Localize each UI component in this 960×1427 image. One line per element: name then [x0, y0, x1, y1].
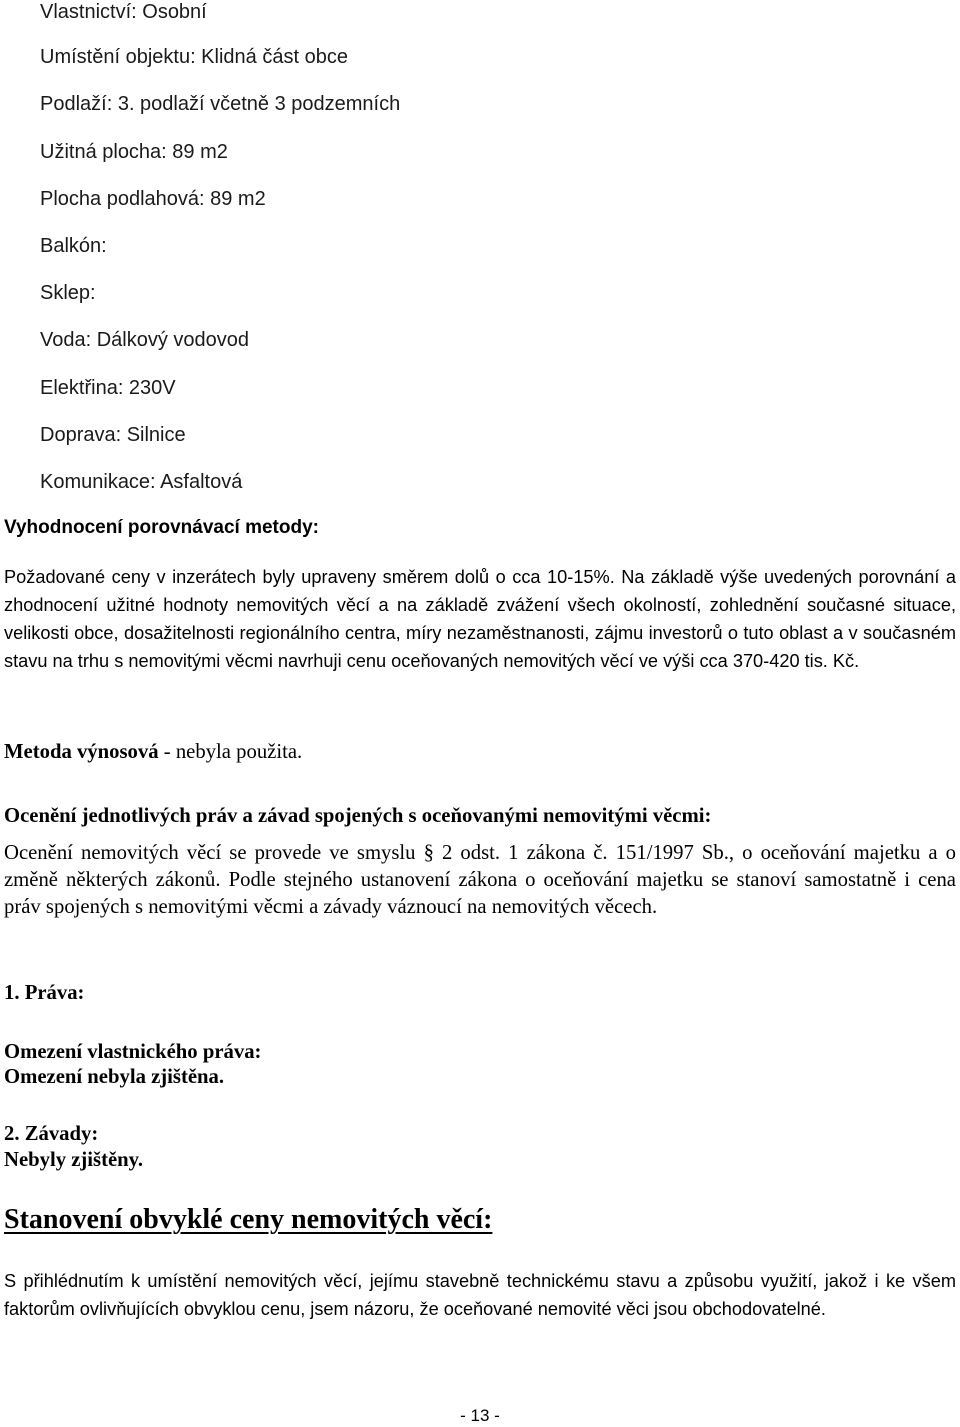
property-floor-area: Plocha podlahová: 89 m2 [40, 188, 266, 210]
property-cellar: Sklep: [40, 282, 96, 304]
property-transport: Doprava: Silnice [40, 424, 186, 446]
comparison-heading: Vyhodnocení porovnávací metody: [4, 517, 319, 538]
property-balcony: Balkón: [40, 235, 107, 257]
usual-price-paragraph: S přihlédnutím k umístění nemovitých věcí, jejímu stavebně technickému stavu a způsobu využití, jakož i ke všem faktorům ovlivňujících obvyklou cenu, jsem názoru, že oceňované nemovité věci jsou obchodovatelné. [4, 1271, 956, 1319]
page-number: - 13 - [460, 1406, 500, 1425]
rights-valuation-heading: Ocenění jednotlivých práv a závad spojených s oceňovanými nemovitými věcmi: [4, 805, 712, 827]
property-floors: Podlaží: 3. podlaží včetně 3 podzemních [40, 93, 401, 115]
income-method-label: Metoda výnosová [4, 741, 159, 763]
property-location: Umístění objektu: Klidná část obce [40, 46, 348, 68]
property-water: Voda: Dálkový vodovod [40, 329, 250, 351]
income-method-line [4, 739, 302, 765]
ownership-limits-value: Omezení nebyla zjištěna. [4, 1066, 225, 1088]
income-method-status: - nebyla použita. [158, 741, 303, 763]
usual-price-title: Stanovení obvyklé ceny nemovitých věcí: [4, 1204, 493, 1235]
defects-heading: 2. Závady: [4, 1123, 99, 1145]
property-electricity: Elektřina: 230V [40, 377, 176, 399]
property-usable-area: Užitná plocha: 89 m2 [40, 141, 228, 163]
defects-value: Nebyly zjištěny. [4, 1149, 144, 1171]
comparison-paragraph: Požadované ceny v inzerátech byly upraveny směrem dolů o cca 10-15%. Na základě výše uvedených porovnání a zhodnocení užitné hodnoty nemovitých věcí a na základě zvážení všech okolností, zohlednění současné situace, velikosti obce, dosažitelnosti regionálního centra, míry nezaměstnanosti, zájmu investorů o tuto oblast a v současném stavu na trhu s nemovitými věcmi navrhuji cenu oceňovaných nemovitých věcí ve výši cca 370-420 tis. Kč. [4, 567, 956, 671]
property-road: Komunikace: Asfaltová [40, 471, 243, 493]
rights-heading: 1. Práva: [4, 982, 85, 1004]
rights-valuation-paragraph: Ocenění nemovitých věcí se provede ve smyslu § 2 odst. 1 zákona č. 151/1997 Sb., o oceňování majetku a o změně některých zákonů. Podle stejného ustanovení zákona o oceňování majetku se stanoví samostatně i cena práv spojených s nemovitými věcmi a závady váznoucí na nemovitých věcech. [4, 842, 956, 918]
ownership-limits-heading: Omezení vlastnického práva: [4, 1041, 262, 1063]
property-ownership: Vlastnictví: Osobní [40, 1, 207, 23]
